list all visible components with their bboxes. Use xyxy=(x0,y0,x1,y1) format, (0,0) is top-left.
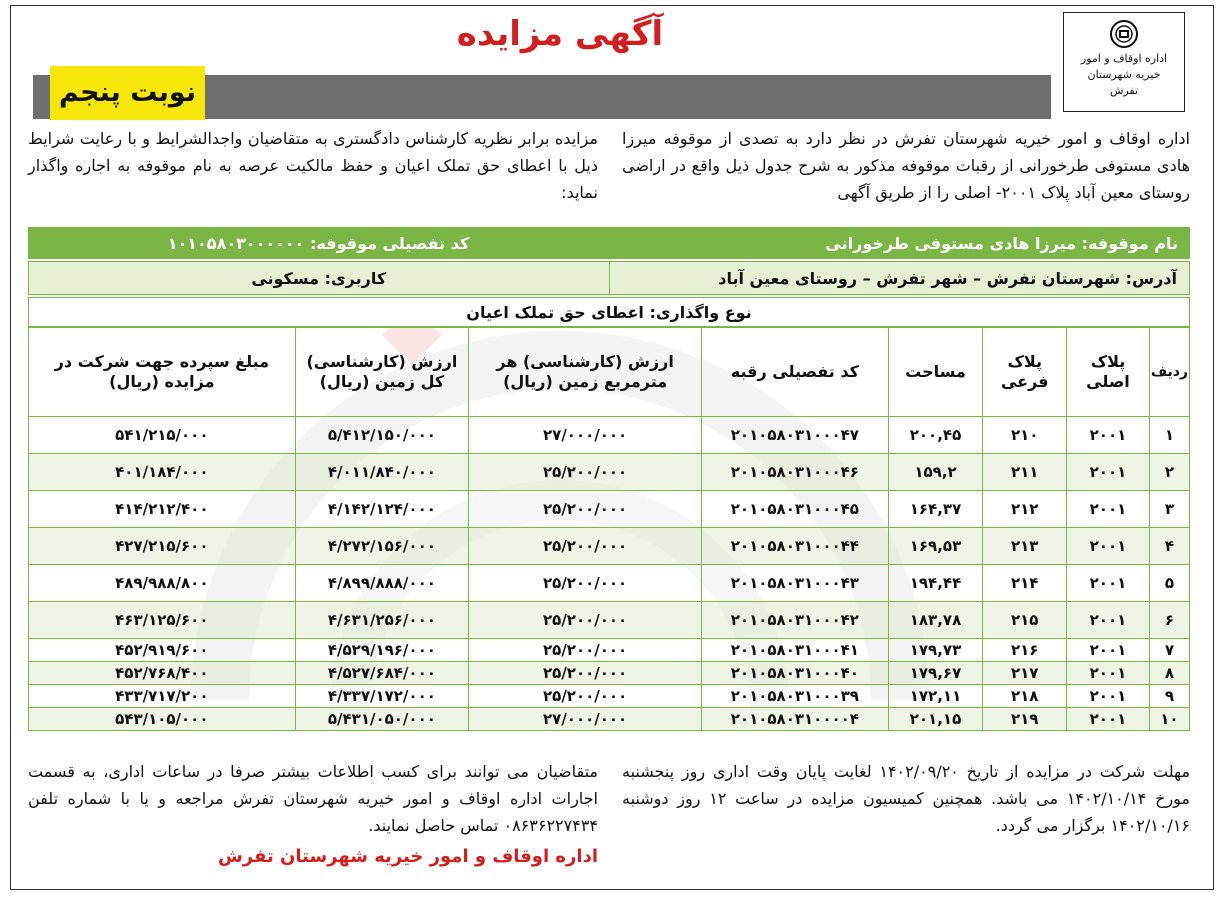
cell-total-value: ۴/۱۴۲/۱۲۴/۰۰۰ xyxy=(295,491,468,528)
table-row xyxy=(29,685,1190,708)
cell-row: ۱۰ xyxy=(1149,708,1189,731)
cell-unit-value: ۲۵/۲۰۰/۰۰۰ xyxy=(469,565,702,602)
cell-code: ۲۰۱۰۵۸۰۳۱۰۰۰۴۵ xyxy=(702,491,889,528)
cell-unit-value: ۲۵/۲۰۰/۰۰۰ xyxy=(469,685,702,708)
cell-unit-value: ۲۵/۲۰۰/۰۰۰ xyxy=(469,639,702,662)
cell-area: ۱۷۲,۱۱ xyxy=(888,685,983,708)
table-row xyxy=(29,662,1190,685)
properties-table xyxy=(28,327,1190,731)
cell-area: ۱۶۴,۳۷ xyxy=(888,491,983,528)
cell-deposit: ۴۸۹/۹۸۸/۸۰۰ xyxy=(29,565,296,602)
cell-sub-plate: ۲۱۴ xyxy=(983,565,1067,602)
usage: کاربری: مسکونی xyxy=(251,268,387,288)
header-sub-plate: پلاک فرعی xyxy=(983,328,1067,417)
table-row xyxy=(29,639,1190,662)
cell-main-plate: ۲۰۰۱ xyxy=(1067,491,1150,528)
cell-code: ۲۰۱۰۵۸۰۳۱۰۰۰۴۴ xyxy=(702,528,889,565)
cell-unit-value: ۲۵/۲۰۰/۰۰۰ xyxy=(469,491,702,528)
table-row xyxy=(29,708,1190,731)
cell-row: ۹ xyxy=(1149,685,1189,708)
cell-row: ۸ xyxy=(1149,662,1189,685)
cell-unit-value: ۲۷/۰۰۰/۰۰۰ xyxy=(469,417,702,454)
organization-name-line-1: اداره اوقاف و امور xyxy=(1080,52,1168,65)
cell-area: ۲۰۱,۱۵ xyxy=(888,708,983,731)
cell-main-plate: ۲۰۰۱ xyxy=(1067,528,1150,565)
cell-main-plate: ۲۰۰۱ xyxy=(1067,708,1150,731)
cell-code: ۲۰۱۰۵۸۰۳۱۰۰۰۳۹ xyxy=(702,685,889,708)
cell-code: ۲۰۱۰۵۸۰۳۱۰۰۰۴۰ xyxy=(702,662,889,685)
cell-total-value: ۴/۲۷۲/۱۵۶/۰۰۰ xyxy=(295,528,468,565)
cell-total-value: ۵/۴۱۲/۱۵۰/۰۰۰ xyxy=(295,417,468,454)
address: آدرس: شهرستان تفرش – شهر تفرش – روستای معین آباد xyxy=(609,262,1190,294)
cell-unit-value: ۲۵/۲۰۰/۰۰۰ xyxy=(469,602,702,639)
deadline-text: مهلت شرکت در مزایده از تاریخ ۱۴۰۲/۰۹/۲۰ لغایت پایان وقت اداری روز پنجشنبه مورخ ۱۴۰۲/۱۰/۱۴ می باشد. همچنین کمیسیون مزایده در ساعت ۱۲ روز دوشنبه ۱۴۰۲/۱۰/۱۶ برگزار می گردد. xyxy=(622,762,1191,835)
cell-row: ۴ xyxy=(1149,528,1189,565)
organization-name-line-3: تفرش xyxy=(1109,84,1139,97)
endowment-emblem-icon xyxy=(1107,19,1141,49)
round-badge: نوبت پنجم xyxy=(50,66,205,120)
cell-total-value: ۴/۸۹۹/۸۸۸/۰۰۰ xyxy=(295,565,468,602)
assignment-info-row xyxy=(28,297,1190,327)
cell-area: ۱۷۹,۷۳ xyxy=(888,639,983,662)
address-info-row xyxy=(28,261,1190,295)
table-row xyxy=(29,602,1190,639)
cell-row: ۷ xyxy=(1149,639,1189,662)
header-unit-value: ارزش (کارشناسی) هر مترمربع زمین (ریال) xyxy=(469,328,702,417)
cell-main-plate: ۲۰۰۱ xyxy=(1067,639,1150,662)
cell-sub-plate: ۲۱۵ xyxy=(983,602,1067,639)
cell-area: ۱۹۴,۴۴ xyxy=(888,565,983,602)
cell-unit-value: ۲۵/۲۰۰/۰۰۰ xyxy=(469,662,702,685)
cell-row: ۲ xyxy=(1149,454,1189,491)
signature: اداره اوقاف و امور خیریه شهرستان تفرش xyxy=(217,846,598,867)
endowment-name: نام موقوفه: میرزا هادی مستوفی طرخورانی xyxy=(825,233,1178,253)
header-code: کد تفصیلی رقبه xyxy=(702,328,889,417)
header-deposit: مبلغ سپرده جهت شرکت در مزایده (ریال) xyxy=(29,328,296,417)
cell-sub-plate: ۲۱۲ xyxy=(983,491,1067,528)
cell-sub-plate: ۲۱۷ xyxy=(983,662,1067,685)
cell-area: ۱۵۹,۲ xyxy=(888,454,983,491)
intro-text-left: مزایده برابر نظریه کارشناس دادگستری به متقاضیان واجدالشرایط و با رعایت شرایط ذیل با اعطای حق تملک اعیان و حفظ مالکیت عرصه به نام موقوفه به اجاره واگذار نماید: xyxy=(28,129,598,202)
endowment-code: کد تفصیلی موقوفه: ۱۰۱۰۵۸۰۳۰۰۰۰۰۰ xyxy=(167,233,470,253)
cell-main-plate: ۲۰۰۱ xyxy=(1067,417,1150,454)
cell-deposit: ۵۴۱/۲۱۵/۰۰۰ xyxy=(29,417,296,454)
cell-deposit: ۵۴۳/۱۰۵/۰۰۰ xyxy=(29,708,296,731)
table-row xyxy=(29,565,1190,602)
cell-deposit: ۴۱۴/۲۱۲/۴۰۰ xyxy=(29,491,296,528)
table-row xyxy=(29,491,1190,528)
page-title: آگهی مزایده xyxy=(456,14,664,54)
table-row xyxy=(29,417,1190,454)
cell-area: ۱۷۹,۶۷ xyxy=(888,662,983,685)
cell-code: ۲۰۱۰۵۸۰۳۱۰۰۰۴۲ xyxy=(702,602,889,639)
organization-logo-box xyxy=(1063,12,1185,112)
cell-sub-plate: ۲۱۹ xyxy=(983,708,1067,731)
cell-main-plate: ۲۰۰۱ xyxy=(1067,602,1150,639)
cell-sub-plate: ۲۱۳ xyxy=(983,528,1067,565)
cell-total-value: ۴/۵۲۷/۶۸۴/۰۰۰ xyxy=(295,662,468,685)
cell-row: ۶ xyxy=(1149,602,1189,639)
cell-deposit: ۴۰۱/۱۸۴/۰۰۰ xyxy=(29,454,296,491)
cell-row: ۱ xyxy=(1149,417,1189,454)
cell-total-value: ۴/۰۱۱/۸۴۰/۰۰۰ xyxy=(295,454,468,491)
cell-unit-value: ۲۵/۲۰۰/۰۰۰ xyxy=(469,528,702,565)
cell-unit-value: ۲۷/۰۰۰/۰۰۰ xyxy=(469,708,702,731)
table-row xyxy=(29,454,1190,491)
table-header-row xyxy=(29,328,1190,417)
cell-deposit: ۴۵۲/۷۶۸/۴۰۰ xyxy=(29,662,296,685)
cell-main-plate: ۲۰۰۱ xyxy=(1067,662,1150,685)
contact-text: متقاضیان می توانند برای کسب اطلاعات بیشتر صرفا در ساعات اداری، به قسمت اجارات اداره اوقاف و امور خیریه شهرستان تفرش مراجعه و یا با شماره تلفن ۰۸۶۳۶۲۲۷۴۳۴ تماس حاصل نمایند. xyxy=(28,762,598,835)
cell-unit-value: ۲۵/۲۰۰/۰۰۰ xyxy=(469,454,702,491)
header-row-number: ردیف xyxy=(1149,328,1189,417)
cell-area: ۲۰۰,۴۵ xyxy=(888,417,983,454)
cell-total-value: ۴/۶۳۱/۲۵۶/۰۰۰ xyxy=(295,602,468,639)
cell-deposit: ۴۳۳/۷۱۷/۲۰۰ xyxy=(29,685,296,708)
header-total-value: ارزش (کارشناسی) کل زمین (ریال) xyxy=(295,328,468,417)
table-row xyxy=(29,528,1190,565)
cell-sub-plate: ۲۱۰ xyxy=(983,417,1067,454)
cell-total-value: ۵/۴۳۱/۰۵۰/۰۰۰ xyxy=(295,708,468,731)
cell-sub-plate: ۲۱۶ xyxy=(983,639,1067,662)
cell-main-plate: ۲۰۰۱ xyxy=(1067,565,1150,602)
cell-total-value: ۴/۵۲۹/۱۹۶/۰۰۰ xyxy=(295,639,468,662)
cell-main-plate: ۲۰۰۱ xyxy=(1067,685,1150,708)
header-area: مساحت xyxy=(888,328,983,417)
cell-row: ۵ xyxy=(1149,565,1189,602)
cell-code: ۲۰۱۰۵۸۰۳۱۰۰۰۴۳ xyxy=(702,565,889,602)
cell-area: ۱۸۳,۷۸ xyxy=(888,602,983,639)
cell-code: ۲۰۱۰۵۸۰۳۱۰۰۰۰۴ xyxy=(702,708,889,731)
cell-code: ۲۰۱۰۵۸۰۳۱۰۰۰۴۶ xyxy=(702,454,889,491)
cell-area: ۱۶۹,۵۳ xyxy=(888,528,983,565)
cell-row: ۳ xyxy=(1149,491,1189,528)
intro-text-right: اداره اوقاف و امور خیریه شهرستان تفرش در نظر دارد به تصدی از موقوفه میرزا هادی مستوفی طرخورانی از رقبات موقوفه مذکور به شرح جدول ذیل واقع در اراضی روستای معین آباد پلاک ۲۰۰۱- اصلی را از طریق آگهی xyxy=(622,129,1190,202)
cell-sub-plate: ۲۱۸ xyxy=(983,685,1067,708)
endowment-info-row xyxy=(28,227,1190,259)
cell-deposit: ۴۶۳/۱۲۵/۶۰۰ xyxy=(29,602,296,639)
cell-main-plate: ۲۰۰۱ xyxy=(1067,454,1150,491)
cell-code: ۲۰۱۰۵۸۰۳۱۰۰۰۴۷ xyxy=(702,417,889,454)
cell-total-value: ۴/۳۳۷/۱۷۲/۰۰۰ xyxy=(295,685,468,708)
cell-sub-plate: ۲۱۱ xyxy=(983,454,1067,491)
cell-deposit: ۴۲۷/۲۱۵/۶۰۰ xyxy=(29,528,296,565)
header-main-plate: پلاک اصلی xyxy=(1067,328,1150,417)
organization-name-line-2: خیریه شهرستان xyxy=(1087,68,1161,81)
cell-deposit: ۴۵۲/۹۱۹/۶۰۰ xyxy=(29,639,296,662)
assignment-type: نوع واگذاری: اعطای حق تملک اعیان xyxy=(466,302,752,322)
cell-code: ۲۰۱۰۵۸۰۳۱۰۰۰۴۱ xyxy=(702,639,889,662)
